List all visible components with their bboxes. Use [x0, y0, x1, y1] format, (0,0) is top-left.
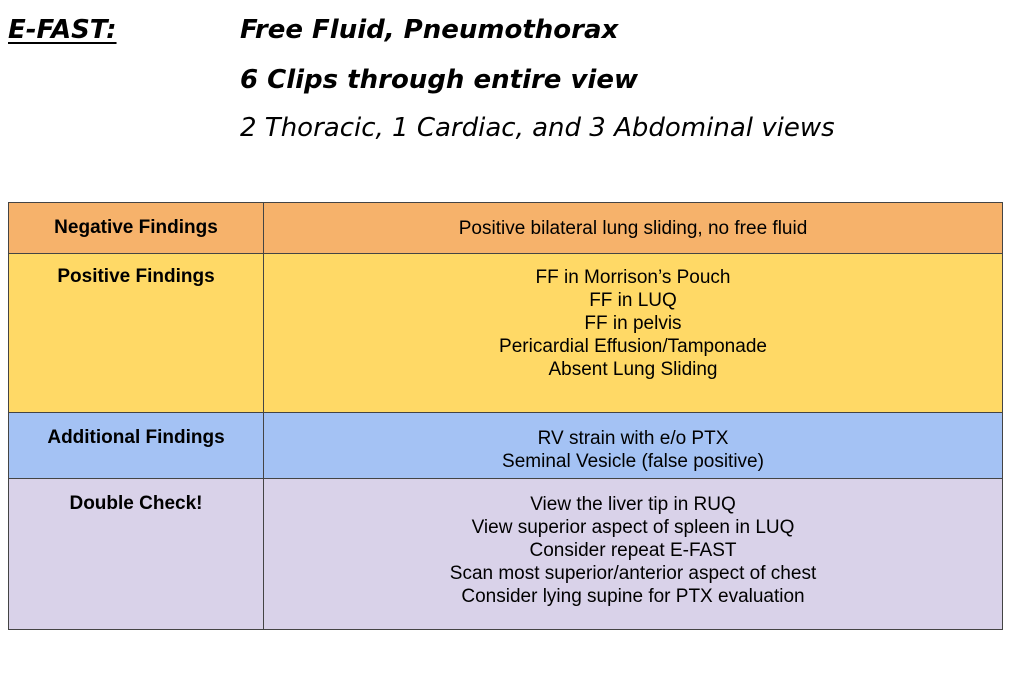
double-check-item: Consider lying supine for PTX evaluation	[461, 586, 805, 607]
positive-finding-item: FF in pelvis	[584, 313, 682, 334]
negative-finding-item: Positive bilateral lung sliding, no free fluid	[458, 217, 808, 239]
double-check-content	[264, 479, 1003, 630]
double-check-label: Double Check!	[9, 479, 264, 630]
header-line-clips: 6 Clips through entire view	[240, 65, 638, 95]
additional-finding-item: RV strain with e/o PTX	[537, 428, 729, 449]
positive-findings-content	[264, 254, 1003, 413]
positive-finding-item: Pericardial Effusion/Tamponade	[499, 336, 767, 357]
positive-finding-item: FF in Morrison’s Pouch	[535, 267, 731, 288]
header-line-views: 2 Thoracic, 1 Cardiac, and 3 Abdominal views	[240, 113, 835, 143]
table-row-double-check	[9, 479, 1003, 630]
additional-finding-item: Seminal Vesicle (false positive)	[502, 451, 764, 472]
double-check-item: Scan most superior/anterior aspect of chest	[449, 563, 817, 584]
positive-finding-item: FF in LUQ	[589, 290, 677, 311]
table-row-positive	[9, 254, 1003, 413]
double-check-item: View superior aspect of spleen in LUQ	[471, 517, 795, 538]
negative-findings-content	[264, 203, 1003, 254]
additional-findings-content	[264, 413, 1003, 479]
efast-heading: E-FAST:	[8, 15, 117, 45]
header-line-purpose: Free Fluid, Pneumothorax	[240, 15, 619, 45]
double-check-item: Consider repeat E-FAST	[529, 540, 737, 561]
negative-findings-label: Negative Findings	[9, 203, 264, 254]
table-row-additional	[9, 413, 1003, 479]
positive-findings-label: Positive Findings	[9, 254, 264, 413]
findings-table	[8, 202, 1003, 630]
additional-findings-label: Additional Findings	[9, 413, 264, 479]
table-row-negative	[9, 203, 1003, 254]
positive-finding-item: Absent Lung Sliding	[548, 359, 718, 380]
double-check-item: View the liver tip in RUQ	[530, 494, 736, 515]
